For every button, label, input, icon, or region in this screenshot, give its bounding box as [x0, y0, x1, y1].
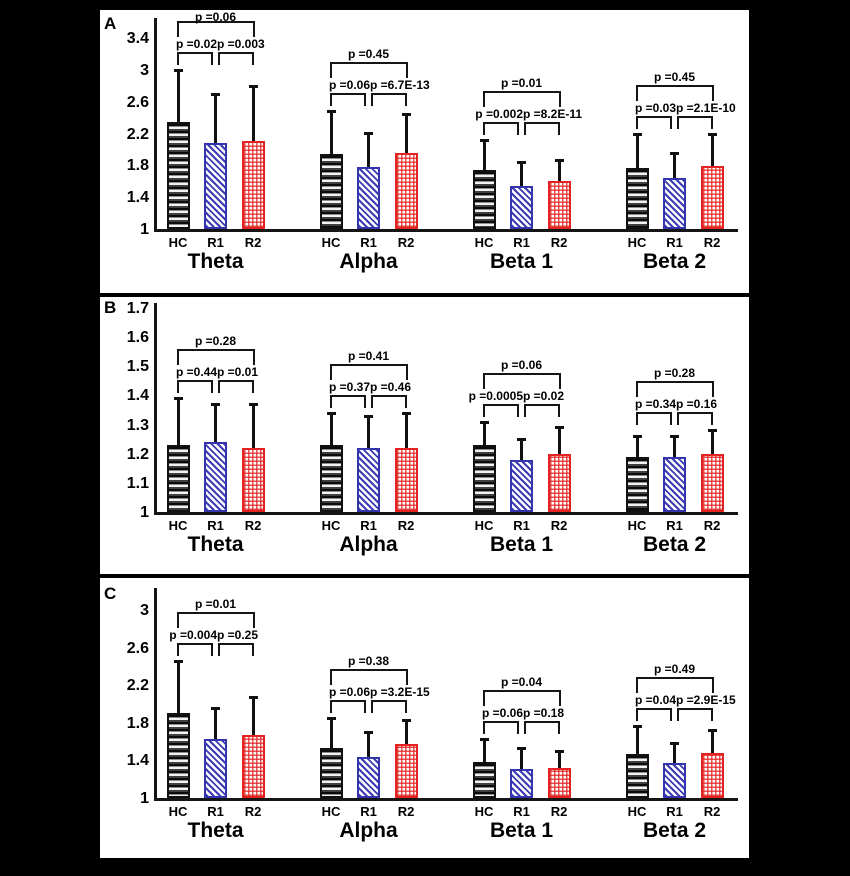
panel-c-theta-r2-errorbar-cap [249, 696, 258, 699]
panel-c [100, 578, 749, 858]
panel-c-alpha-r1-errorbar-cap [364, 731, 373, 734]
panel-b-beta-2-r2-bar [701, 454, 724, 512]
panel-b-ytick-1.3: 1.3 [126, 416, 149, 434]
panel-c-beta-2-hc-bar [626, 754, 649, 798]
panel-c-beta-2-r2-errorbar-cap [708, 729, 717, 732]
panel-c-alpha-hc-bar [320, 748, 343, 798]
panel-b-beta-2-pvalue-r1-r2: p =0.16 [676, 397, 718, 412]
panel-b-beta-1-hc-bar [473, 445, 496, 512]
panel-c-ytick-3: 3 [140, 602, 149, 619]
panel-c-beta-1-r2-bar [548, 768, 571, 798]
panel-a-beta-1-group-label: Beta 1 [489, 250, 554, 273]
panel-b-alpha-group-label: Alpha [339, 533, 398, 556]
panel-c-theta-hc-label: HC [168, 804, 188, 819]
panel-b-theta-group-label: Theta [187, 533, 244, 556]
panel-b-theta-r2-errorbar [252, 404, 255, 451]
panel-a-beta-1-bracket-r1-r2 [524, 122, 560, 135]
panel-b-beta-1-hc-label: HC [474, 518, 494, 533]
panel-b-ytick-1.2: 1.2 [126, 445, 149, 463]
panel-b-theta-r2-errorbar-cap [249, 403, 258, 406]
panel-a-ytick-3.4: 3.4 [126, 30, 149, 47]
panel-b-theta-bracket-r1-r2 [218, 380, 254, 393]
panel-c-alpha-r2-label: R2 [397, 804, 415, 819]
panel-a-theta-r1-errorbar-cap [211, 93, 220, 96]
panel-a-beta-2-r2-errorbar [711, 134, 714, 169]
panel-a-beta-2-hc-errorbar [636, 134, 639, 170]
panel-a-beta-1-hc-label: HC [474, 235, 494, 250]
panel-a-plot [100, 10, 749, 293]
panel-b-beta-1-r1-bar [510, 460, 533, 512]
panel-c-y-axis-line [154, 588, 157, 801]
panel-a-theta-group-label: Theta [187, 250, 244, 273]
panel-b-theta-r1-errorbar [214, 404, 217, 445]
panel-a-beta-1-bracket-hc-r2 [483, 91, 561, 107]
panel-a-theta-bracket-hc-r1 [177, 52, 213, 65]
panel-c-theta-r1-errorbar [214, 708, 217, 742]
panel-b [100, 297, 749, 574]
panel-a-beta-1-pvalue-hc-r1: p =0.002 [475, 106, 523, 121]
panel-b-beta-1-r2-label: R2 [550, 518, 568, 533]
panel-c-ytick-2.6: 2.6 [126, 639, 149, 657]
panel-b-alpha-r1-bar [357, 448, 380, 512]
panel-a-beta-1-r1-errorbar [520, 162, 523, 189]
panel-a-alpha-hc-errorbar-cap [327, 110, 336, 113]
panel-c-ytick-1.4: 1.4 [126, 752, 149, 770]
panel-c-beta-1-hc-errorbar-cap [480, 738, 489, 741]
panel-c-alpha-hc-errorbar-cap [327, 717, 336, 720]
panel-a-alpha-r2-errorbar [405, 114, 408, 157]
panel-a-beta-2-hc-bar [626, 168, 649, 229]
panel-a-ytick-3: 3 [140, 61, 149, 79]
panel-a-ytick-2.2: 2.2 [126, 125, 149, 143]
panel-a-alpha-group-label: Alpha [339, 250, 398, 273]
panel-b-alpha-pvalue-r1-r2: p =0.46 [370, 379, 412, 394]
panel-b-theta-hc-errorbar-cap [174, 397, 183, 400]
panel-b-y-axis-line [154, 303, 157, 515]
panel-b-beta-1-group-label: Beta 1 [489, 533, 554, 556]
panel-a-beta-2-group-label: Beta 2 [642, 250, 707, 273]
panel-a-alpha-r2-label: R2 [397, 235, 415, 250]
panel-c-beta-2-bracket-hc-r2 [636, 677, 714, 693]
panel-a-beta-2-r1-bar [663, 178, 686, 229]
panel-b-beta-1-hc-errorbar-cap [480, 421, 489, 424]
panel-c-alpha-bracket-hc-r2 [330, 669, 408, 685]
panel-a-beta-2-pvalue-r1-r2: p =2.1E-10 [676, 101, 736, 116]
panel-b-theta-hc-errorbar [177, 398, 180, 448]
panel-a-beta-1-pvalue-r1-r2: p =8.2E-11 [523, 106, 583, 121]
panel-a-theta-hc-label: HC [168, 235, 188, 250]
panel-a [100, 10, 749, 293]
panel-c-beta-1-r2-label: R2 [550, 804, 568, 819]
panel-c-theta-bracket-r1-r2 [218, 643, 254, 656]
panel-c-alpha-bracket-hc-r1 [330, 700, 366, 713]
panel-b-ytick-1.6: 1.6 [126, 329, 149, 347]
panel-b-alpha-hc-bar [320, 445, 343, 512]
panel-c-alpha-pvalue-hc-r2: p =0.38 [347, 654, 390, 669]
panel-a-y-axis-line [154, 18, 157, 232]
panel-a-beta-2-bracket-hc-r1 [636, 116, 672, 129]
panel-a-alpha-pvalue-hc-r1: p =0.06 [328, 78, 370, 93]
panel-a-alpha-r2-errorbar-cap [402, 113, 411, 116]
panel-a-alpha-pvalue-hc-r2: p =0.45 [347, 47, 390, 62]
panel-a-theta-pvalue-hc-r2: p =0.06 [194, 10, 237, 24]
panel-a-theta-hc-errorbar [177, 70, 180, 125]
panel-a-beta-2-bracket-r1-r2 [677, 116, 713, 129]
panel-a-beta-1-hc-bar [473, 170, 496, 229]
panel-c-beta-1-bracket-hc-r2 [483, 690, 561, 706]
panel-b-alpha-hc-errorbar-cap [327, 412, 336, 415]
panel-b-beta-1-pvalue-r1-r2: p =0.02 [523, 388, 565, 403]
panel-b-theta-bracket-hc-r2 [177, 349, 255, 365]
panel-c-beta-2-r1-bar [663, 763, 686, 798]
panel-a-letter: A [104, 14, 117, 33]
panel-a-beta-2-r2-errorbar-cap [708, 133, 717, 136]
panel-a-beta-2-r1-errorbar [673, 153, 676, 181]
panel-b-alpha-r2-errorbar-cap [402, 412, 411, 415]
panel-b-alpha-hc-errorbar [330, 413, 333, 448]
panel-b-beta-1-pvalue-hc-r2: p =0.06 [500, 357, 543, 372]
panel-c-alpha-bracket-r1-r2 [371, 700, 407, 713]
panel-b-alpha-r1-label: R1 [360, 518, 377, 533]
panel-a-theta-r2-errorbar-cap [249, 85, 258, 88]
panel-b-theta-r1-errorbar-cap [211, 403, 220, 406]
panel-a-theta-r1-errorbar [214, 94, 217, 146]
panel-c-theta-r1-errorbar-cap [211, 707, 220, 710]
panel-c-theta-r2-label: R2 [244, 804, 262, 819]
panel-b-theta-hc-bar [167, 445, 190, 512]
panel-b-theta-pvalue-r1-r2: p =0.01 [217, 365, 259, 380]
panel-a-theta-hc-errorbar-cap [174, 69, 183, 72]
panel-c-ytick-1.8: 1.8 [126, 714, 149, 732]
panel-c-theta-hc-errorbar-cap [174, 660, 183, 663]
panel-b-beta-2-hc-bar [626, 457, 649, 512]
figure [100, 10, 749, 858]
panel-b-beta-2-pvalue-hc-r2: p =0.28 [653, 366, 696, 381]
panel-b-alpha-r2-label: R2 [397, 518, 415, 533]
panel-a-beta-2-r2-bar [701, 166, 724, 229]
panel-c-theta-pvalue-hc-r2: p =0.01 [194, 596, 237, 611]
panel-b-theta-r2-bar [242, 448, 265, 512]
panel-b-letter: B [104, 298, 117, 317]
panel-c-theta-pvalue-r1-r2: p =0.25 [217, 627, 259, 642]
panel-b-alpha-pvalue-hc-r1: p =0.37 [328, 379, 370, 394]
panel-c-beta-2-pvalue-hc-r1: p =0.04 [634, 692, 676, 707]
panel-a-theta-bracket-r1-r2 [218, 52, 254, 65]
panel-b-theta-bracket-hc-r1 [177, 380, 213, 393]
panel-c-ytick-2.2: 2.2 [126, 677, 149, 695]
panel-a-beta-2-hc-errorbar-cap [633, 133, 642, 136]
panel-c-beta-2-r2-label: R2 [703, 804, 721, 819]
panel-c-beta-1-r1-label: R1 [513, 804, 530, 819]
panel-b-ytick-1.5: 1.5 [126, 358, 149, 376]
panel-c-theta-r2-bar [242, 735, 265, 798]
panel-c-beta-2-hc-errorbar [636, 726, 639, 757]
panel-c-beta-1-hc-bar [473, 762, 496, 798]
panel-b-alpha-pvalue-hc-r2: p =0.41 [347, 348, 390, 363]
panel-b-plot [100, 297, 749, 574]
panel-c-alpha-r2-errorbar-cap [402, 719, 411, 722]
panel-c-ytick-1: 1 [140, 790, 149, 807]
panel-a-theta-r2-label: R2 [244, 235, 262, 250]
panel-c-beta-2-r1-label: R1 [666, 804, 683, 819]
panel-c-alpha-group-label: Alpha [339, 819, 398, 842]
panel-c-beta-1-r2-errorbar-cap [555, 750, 564, 753]
panel-b-beta-2-pvalue-hc-r1: p =0.34 [634, 397, 676, 412]
panel-b-alpha-bracket-r1-r2 [371, 395, 407, 408]
panel-c-plot [100, 578, 749, 858]
panel-b-beta-2-hc-errorbar-cap [633, 435, 642, 438]
panel-c-theta-r1-bar [204, 739, 227, 798]
panel-a-beta-1-hc-errorbar-cap [480, 139, 489, 142]
panel-b-beta-1-r1-label: R1 [513, 518, 530, 533]
panel-a-alpha-bracket-r1-r2 [371, 93, 407, 106]
panel-c-beta-2-hc-label: HC [627, 804, 647, 819]
panel-b-ytick-1.7: 1.7 [126, 300, 149, 317]
panel-b-beta-2-bracket-hc-r1 [636, 412, 672, 425]
panel-a-beta-2-r1-label: R1 [666, 235, 683, 250]
panel-b-beta-1-r1-errorbar-cap [517, 438, 526, 441]
panel-c-theta-group-label: Theta [187, 819, 244, 842]
panel-c-beta-1-pvalue-hc-r1: p =0.06 [481, 705, 523, 720]
panel-c-theta-hc-bar [167, 713, 190, 798]
panel-b-beta-2-group-label: Beta 2 [642, 533, 707, 556]
panel-a-ytick-1: 1 [140, 221, 149, 238]
panel-b-alpha-bracket-hc-r1 [330, 395, 366, 408]
panel-a-theta-pvalue-hc-r1: p =0.02 [175, 36, 217, 51]
panel-c-alpha-r2-errorbar [405, 720, 408, 747]
panel-a-beta-1-pvalue-hc-r2: p =0.01 [500, 75, 543, 90]
panel-a-alpha-pvalue-r1-r2: p =6.7E-13 [370, 78, 430, 93]
panel-b-theta-r1-bar [204, 442, 227, 512]
panel-b-beta-1-r2-errorbar [558, 427, 561, 456]
panel-a-alpha-bracket-hc-r1 [330, 93, 366, 106]
panel-b-beta-1-r2-bar [548, 454, 571, 512]
panel-a-ytick-1.8: 1.8 [126, 157, 149, 175]
panel-c-alpha-r2-bar [395, 744, 418, 798]
panel-a-beta-2-r1-errorbar-cap [670, 152, 679, 155]
panel-c-alpha-r1-bar [357, 757, 380, 798]
panel-b-beta-2-hc-label: HC [627, 518, 647, 533]
panel-c-beta-1-pvalue-hc-r2: p =0.04 [500, 674, 543, 689]
panel-a-alpha-hc-errorbar [330, 111, 333, 157]
panel-c-alpha-hc-label: HC [321, 804, 341, 819]
panel-a-theta-r2-bar [242, 141, 265, 229]
panel-b-beta-1-bracket-hc-r1 [483, 404, 519, 417]
panel-a-beta-1-r1-label: R1 [513, 235, 530, 250]
panel-c-alpha-r1-errorbar [367, 732, 370, 759]
panel-c-theta-r1-label: R1 [207, 804, 224, 819]
panel-a-alpha-hc-label: HC [321, 235, 341, 250]
panel-c-alpha-r1-label: R1 [360, 804, 377, 819]
panel-c-beta-2-group-label: Beta 2 [642, 819, 707, 842]
panel-b-beta-2-r1-errorbar-cap [670, 435, 679, 438]
panel-c-theta-r2-errorbar [252, 697, 255, 738]
panel-a-beta-1-r2-errorbar-cap [555, 159, 564, 162]
panel-a-beta-2-bracket-hc-r2 [636, 85, 714, 101]
panel-a-beta-1-r2-bar [548, 181, 571, 229]
panel-c-beta-2-hc-errorbar-cap [633, 725, 642, 728]
panel-b-beta-1-pvalue-hc-r1: p =0.0005 [468, 388, 523, 403]
panel-c-theta-hc-errorbar [177, 661, 180, 717]
panel-b-ytick-1.1: 1.1 [126, 474, 149, 492]
panel-b-beta-1-bracket-hc-r2 [483, 373, 561, 389]
panel-c-beta-2-r1-errorbar-cap [670, 742, 679, 745]
panel-b-theta-r1-label: R1 [207, 518, 224, 533]
panel-b-theta-pvalue-hc-r1: p =0.44 [175, 365, 217, 380]
panel-a-alpha-r1-errorbar [367, 133, 370, 170]
panel-b-theta-pvalue-hc-r2: p =0.28 [194, 334, 237, 349]
panel-c-theta-bracket-hc-r2 [177, 612, 255, 628]
panel-b-alpha-hc-label: HC [321, 518, 341, 533]
panel-a-theta-pvalue-r1-r2: p =0.003 [217, 36, 265, 51]
panel-b-alpha-r2-errorbar [405, 413, 408, 451]
panel-c-beta-2-bracket-r1-r2 [677, 708, 713, 721]
panel-c-alpha-pvalue-r1-r2: p =3.2E-15 [370, 685, 430, 700]
panel-a-beta-2-pvalue-hc-r1: p =0.03 [634, 101, 676, 116]
panel-b-beta-2-bracket-r1-r2 [677, 412, 713, 425]
panel-a-ytick-2.6: 2.6 [126, 93, 149, 111]
panel-a-beta-2-hc-label: HC [627, 235, 647, 250]
panel-c-alpha-hc-errorbar [330, 718, 333, 751]
panel-b-theta-hc-label: HC [168, 518, 188, 533]
panel-b-x-axis-line [154, 512, 739, 515]
panel-b-beta-2-bracket-hc-r2 [636, 381, 714, 397]
panel-a-beta-2-pvalue-hc-r2: p =0.45 [653, 70, 696, 85]
panel-c-theta-bracket-hc-r1 [177, 643, 213, 656]
panel-a-alpha-r1-errorbar-cap [364, 132, 373, 135]
panel-a-beta-1-hc-errorbar [483, 140, 486, 173]
panel-c-beta-2-bracket-hc-r1 [636, 708, 672, 721]
panel-b-ytick-1: 1 [140, 504, 149, 521]
panel-b-beta-2-r1-bar [663, 457, 686, 512]
panel-c-beta-1-group-label: Beta 1 [489, 819, 554, 842]
panel-b-alpha-r1-errorbar-cap [364, 415, 373, 418]
panel-a-alpha-r2-bar [395, 153, 418, 229]
panel-b-theta-r2-label: R2 [244, 518, 262, 533]
panel-a-x-axis-line [154, 229, 739, 232]
panel-a-beta-1-r1-errorbar-cap [517, 161, 526, 164]
panel-c-letter: C [104, 584, 117, 603]
panel-c-beta-1-hc-label: HC [474, 804, 494, 819]
panel-c-beta-2-r2-bar [701, 753, 724, 798]
panel-a-theta-r1-label: R1 [207, 235, 224, 250]
panel-c-beta-1-pvalue-r1-r2: p =0.18 [523, 705, 565, 720]
panel-b-beta-1-r2-errorbar-cap [555, 426, 564, 429]
panel-c-beta-2-pvalue-hc-r2: p =0.49 [653, 661, 696, 676]
panel-b-beta-2-r2-label: R2 [703, 518, 721, 533]
panel-b-beta-1-bracket-r1-r2 [524, 404, 560, 417]
panel-c-beta-1-bracket-r1-r2 [524, 721, 560, 734]
panel-a-theta-hc-bar [167, 122, 190, 229]
panel-b-alpha-r1-errorbar [367, 416, 370, 451]
panel-a-beta-1-r1-bar [510, 186, 533, 229]
panel-b-alpha-r2-bar [395, 448, 418, 512]
panel-b-beta-2-r1-label: R1 [666, 518, 683, 533]
panel-a-alpha-r1-label: R1 [360, 235, 377, 250]
panel-c-beta-1-bracket-hc-r1 [483, 721, 519, 734]
panel-a-alpha-r1-bar [357, 167, 380, 229]
panel-c-theta-pvalue-hc-r1: p =0.004 [169, 627, 217, 642]
panel-c-x-axis-line [154, 798, 739, 801]
panel-c-beta-1-r1-bar [510, 769, 533, 798]
panel-a-ytick-1.4: 1.4 [126, 189, 149, 207]
panel-a-alpha-bracket-hc-r2 [330, 62, 408, 78]
panel-b-beta-2-r2-errorbar-cap [708, 429, 717, 432]
panel-c-alpha-pvalue-hc-r1: p =0.06 [328, 685, 370, 700]
panel-c-beta-1-r1-errorbar-cap [517, 747, 526, 750]
panel-b-ytick-1.4: 1.4 [126, 387, 149, 405]
panel-a-theta-r1-bar [204, 143, 227, 229]
panel-b-alpha-bracket-hc-r2 [330, 364, 408, 380]
panel-a-alpha-hc-bar [320, 154, 343, 229]
panel-a-beta-1-r2-label: R2 [550, 235, 568, 250]
panel-a-beta-1-bracket-hc-r1 [483, 122, 519, 135]
panel-a-theta-r2-errorbar [252, 86, 255, 145]
panel-c-beta-2-pvalue-r1-r2: p =2.9E-15 [676, 692, 736, 707]
panel-a-beta-2-r2-label: R2 [703, 235, 721, 250]
